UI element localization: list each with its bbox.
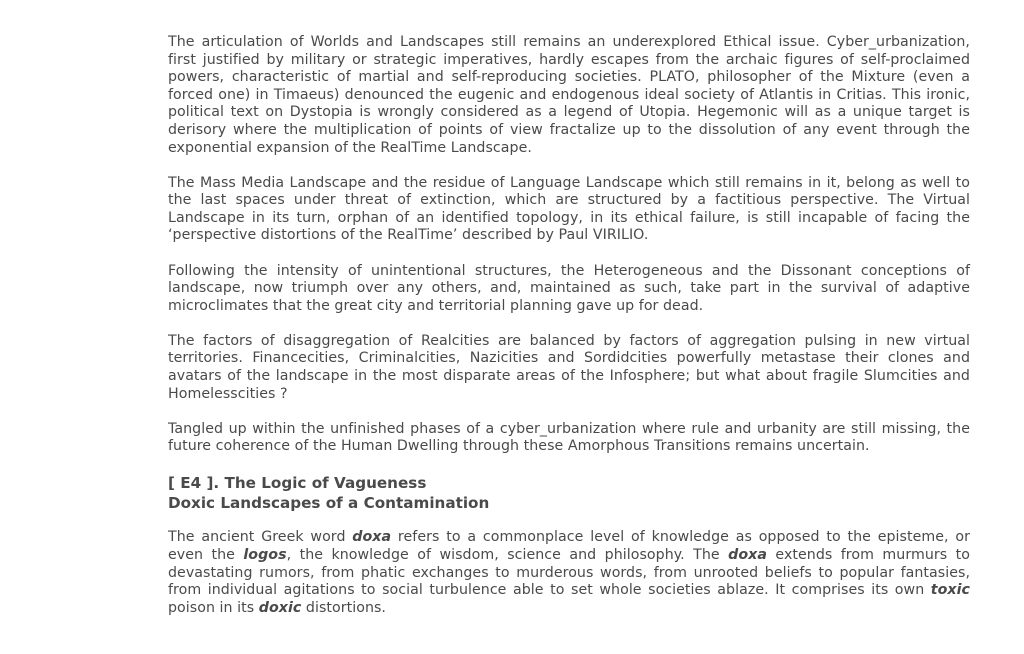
doxa-emphasis-2: doxa [728,546,767,563]
toxic-emphasis: toxic [930,582,970,599]
doxa-text-4: extends from murmurs to devastating rumors, from phatic exchanges to murderous words, from unrooted beliefs to popular fantasies, from individual agitations to social turbulence able to set whole societies ablaze. It comprises its own [168,546,970,599]
doxa-text-1: The ancient Greek word [168,529,353,546]
paragraph-doxa [168,529,970,617]
paragraph-mass-media-landscape: The Mass Media Landscape and the residue of Language Landscape which still remains in it, belong as well to the last spaces under threat of extinction, which are structured by a factitious perspective. The Virtual Landscape in its turn, orphan of an identified topology, in its ethical failure, is still incapable of facing the ‘perspective distortions of the RealTime’ described by Paul VIRILIO. [168,174,970,244]
section-heading-subtitle: Doxic Landscapes of a Contamination [168,494,490,513]
paragraph-disaggregation-factors: The factors of disaggregation of Realcities are balanced by factors of aggregation pulsing in new virtual territories. Financecities, Criminalcities, Nazicities and Sordidcities powerfully metastase their clones and avatars of the landscape in the most disparate areas of the Infosphere; but what about fragile Slumcities and Homelesscities ? [168,332,970,402]
doxa-text-2: refers to a commonplace level of knowledge as opposed to the episteme, or even the [168,529,970,563]
doxa-text-6: distortions. [301,599,386,616]
doxic-emphasis: doxic [258,599,302,616]
paragraph-unintentional-structures: Following the intensity of unintentional structures, the Heterogeneous and the Dissonant conceptions of landscape, now triumph over any others, and, maintained as such, take part in the survival of adaptive microclimates that the great city and territorial planning gave up for dead. [168,262,970,314]
logos-emphasis: logos [243,546,287,563]
section-heading-title: [ E4 ]. The Logic of Vagueness [168,474,427,493]
paragraph-worlds-and-landscapes: The articulation of Worlds and Landscapes still remains an underexplored Ethical issue. Cyber_urbanization, first justified by military or strategic imperatives, hardly escapes from the archaic figures of self-proclaimed powers, characteristic of martial and self-reproducing societies. PLATO, philosopher of the Mixture (even a forced one) in Timaeus) denounced the eugenic and endogenous ideal society of Atlantis in Critias. This ironic, political text on Dystopia is wrongly considered as a legend of Utopia. Hegemonic will as a unique target is derisory where the multiplication of points of view fractalize up to the dissolution of any event through the exponential expansion of the RealTime Landscape. [168,34,970,156]
doxa-emphasis-1: doxa [352,529,392,546]
doxa-text-5: poison in its [168,599,259,616]
doxa-text-3: , the knowledge of wisdom, science and philosophy. The [286,546,729,563]
section-heading [168,473,970,513]
paragraph-cyber-urbanization: Tangled up within the unfinished phases of a cyber_urbanization where rule and urbanity are still missing, the future coherence of the Human Dwelling through these Amorphous Transitions remains uncertain. [168,420,970,455]
document-page [168,34,970,635]
